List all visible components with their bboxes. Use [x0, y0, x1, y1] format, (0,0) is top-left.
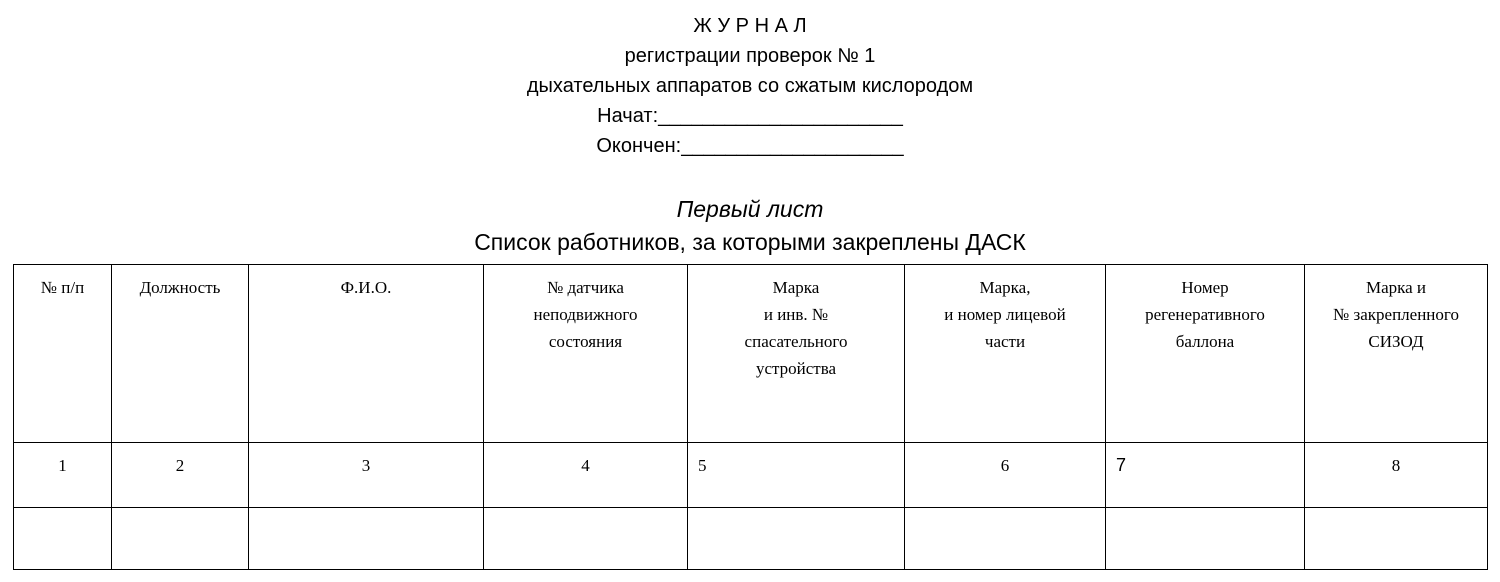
journal-header	[0, 14, 1500, 158]
empty-cell[interactable]	[688, 508, 905, 570]
empty-cell[interactable]	[905, 508, 1106, 570]
finished-field: Окончен:____________________	[596, 135, 904, 157]
header-cell-position: Должность	[112, 265, 249, 443]
empty-cell[interactable]	[14, 508, 112, 570]
header-cell-rpe: Марка и № закрепленного СИЗОД	[1305, 265, 1488, 443]
apparatus-description: дыхательных аппаратов со сжатым кислородом	[526, 75, 974, 97]
workers-table	[13, 264, 1488, 570]
table-header-row	[14, 265, 1488, 443]
column-number: 2	[112, 443, 249, 508]
table-row	[14, 508, 1488, 570]
empty-cell[interactable]	[112, 508, 249, 570]
sheet-label: Первый лист	[676, 196, 824, 222]
column-number: 7	[1106, 443, 1305, 508]
started-field: Начат:______________________	[597, 105, 903, 127]
column-number: 4	[484, 443, 688, 508]
journal-title: Ж У Р Н А Л	[693, 15, 807, 37]
empty-cell[interactable]	[1305, 508, 1488, 570]
column-number: 8	[1305, 443, 1488, 508]
sheet-title: Список работников, за которыми закреплены ДАСК	[474, 229, 1026, 255]
header-cell-number: № п/п	[14, 265, 112, 443]
empty-cell[interactable]	[1106, 508, 1305, 570]
header-cell-sensor: № датчика неподвижного состояния	[484, 265, 688, 443]
column-number: 1	[14, 443, 112, 508]
column-number: 6	[905, 443, 1106, 508]
journal-subtitle: регистрации проверок № 1	[624, 45, 876, 67]
column-number: 5	[688, 443, 905, 508]
header-cell-rescue-device: Марка и инв. № спасательного устройства	[688, 265, 905, 443]
header-cell-cylinder: Номер регенеративного баллона	[1106, 265, 1305, 443]
empty-cell[interactable]	[484, 508, 688, 570]
header-cell-full-name: Ф.И.О.	[249, 265, 484, 443]
column-number: 3	[249, 443, 484, 508]
header-cell-face-piece: Марка, и номер лицевой части	[905, 265, 1106, 443]
column-number-row	[14, 443, 1488, 508]
empty-cell[interactable]	[249, 508, 484, 570]
